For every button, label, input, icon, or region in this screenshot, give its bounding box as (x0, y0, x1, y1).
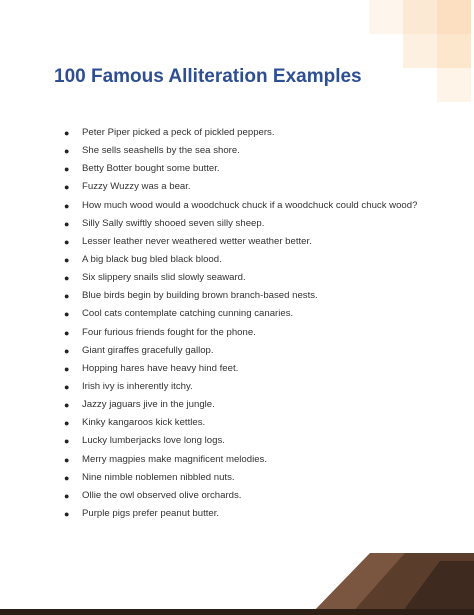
list-item-text: Giant giraffes gracefully gallop. (82, 344, 214, 356)
list-item (64, 360, 444, 378)
bullet-icon: ● (64, 291, 70, 302)
list-item-text: Irish ivy is inherently itchy. (82, 380, 193, 392)
bullet-icon: ● (64, 128, 70, 138)
decorative-tile (437, 68, 471, 102)
list-item-text: Jazzy jaguars jive in the jungle. (82, 399, 215, 411)
bullet-icon: ● (64, 146, 70, 157)
list-item-text: Hopping hares have heavy hind feet. (82, 362, 239, 374)
bullet-icon: ● (64, 472, 70, 483)
decorative-tile (369, 0, 403, 34)
list-item (64, 197, 444, 215)
page-title: 100 Famous Alliteration Examples (54, 66, 362, 87)
decorative-tiles (369, 0, 474, 110)
decorative-tile (403, 34, 437, 68)
list-item (64, 324, 444, 342)
bullet-icon: ● (64, 454, 70, 465)
bullet-icon: ● (64, 327, 70, 338)
bullet-icon: ● (64, 381, 70, 392)
list-item-text: Lucky lumberjacks love long logs. (82, 435, 225, 447)
list-item (64, 178, 444, 196)
alliteration-list (64, 124, 444, 523)
list-item-text: Kinky kangaroos kick kettles. (82, 417, 206, 429)
bullet-icon: ● (64, 508, 70, 519)
list-item-text: She sells seashells by the sea shore. (82, 145, 240, 157)
list-item (64, 287, 444, 305)
list-item-text: Ollie the owl observed olive orchards. (82, 489, 242, 501)
list-item-text: How much wood would a woodchuck chuck if a woodchuck could chuck wood? (82, 199, 418, 211)
list-item (64, 432, 444, 450)
list-item-text: Peter Piper picked a peck of pickled peppers. (82, 127, 275, 138)
decorative-tile (403, 0, 437, 34)
list-item-text: Merry magpies make magnificent melodies. (82, 453, 268, 465)
list-item (64, 505, 444, 523)
list-item (64, 414, 444, 432)
list-item-text: Nine nimble noblemen nibbled nuts. (82, 471, 235, 483)
list-item-text: Lesser leather never weathered wetter weather better. (82, 235, 312, 247)
list-item (64, 396, 444, 414)
list-item (64, 160, 444, 178)
bullet-icon: ● (64, 273, 70, 284)
list-item-text: Cool cats contemplate catching cunning canaries. (82, 308, 294, 320)
list-item (64, 251, 444, 269)
bullet-icon: ● (64, 164, 70, 175)
bullet-icon: ● (64, 254, 70, 265)
list-item-text: Six slippery snails slid slowly seaward. (82, 272, 246, 284)
list-item (64, 305, 444, 323)
footer-bar (0, 609, 474, 615)
list-item (64, 142, 444, 160)
list-item (64, 124, 444, 142)
list-item (64, 215, 444, 233)
bullet-icon: ● (64, 345, 70, 356)
bullet-icon: ● (64, 236, 70, 247)
list-item-text: Blue birds begin by building brown branch-based nests. (82, 290, 318, 302)
list-item (64, 378, 444, 396)
footer-decoration (0, 553, 474, 615)
decorative-tile (437, 34, 471, 68)
list-item-text: A big black bug bled black blood. (82, 253, 222, 265)
list-item (64, 233, 444, 251)
list-item (64, 451, 444, 469)
bullet-icon: ● (64, 418, 70, 429)
list-item-text: Silly Sally swiftly shooed seven silly sheep. (82, 217, 265, 229)
list-item-text: Fuzzy Wuzzy was a bear. (82, 181, 191, 193)
bullet-icon: ● (64, 436, 70, 447)
bullet-icon: ● (64, 182, 70, 193)
list-item-text: Four furious friends fought for the phone. (82, 326, 256, 338)
decorative-tile (437, 0, 471, 34)
list-item (64, 487, 444, 505)
bullet-icon: ● (64, 490, 70, 501)
list-item-text: Betty Botter bought some butter. (82, 163, 220, 175)
bullet-icon: ● (64, 309, 70, 320)
list-item (64, 269, 444, 287)
list-item-text: Purple pigs prefer peanut butter. (82, 507, 220, 519)
list-item (64, 469, 444, 487)
bullet-icon: ● (64, 218, 70, 229)
bullet-icon: ● (64, 400, 70, 411)
list-item (64, 342, 444, 360)
bullet-icon: ● (64, 200, 70, 211)
bullet-icon: ● (64, 363, 70, 374)
